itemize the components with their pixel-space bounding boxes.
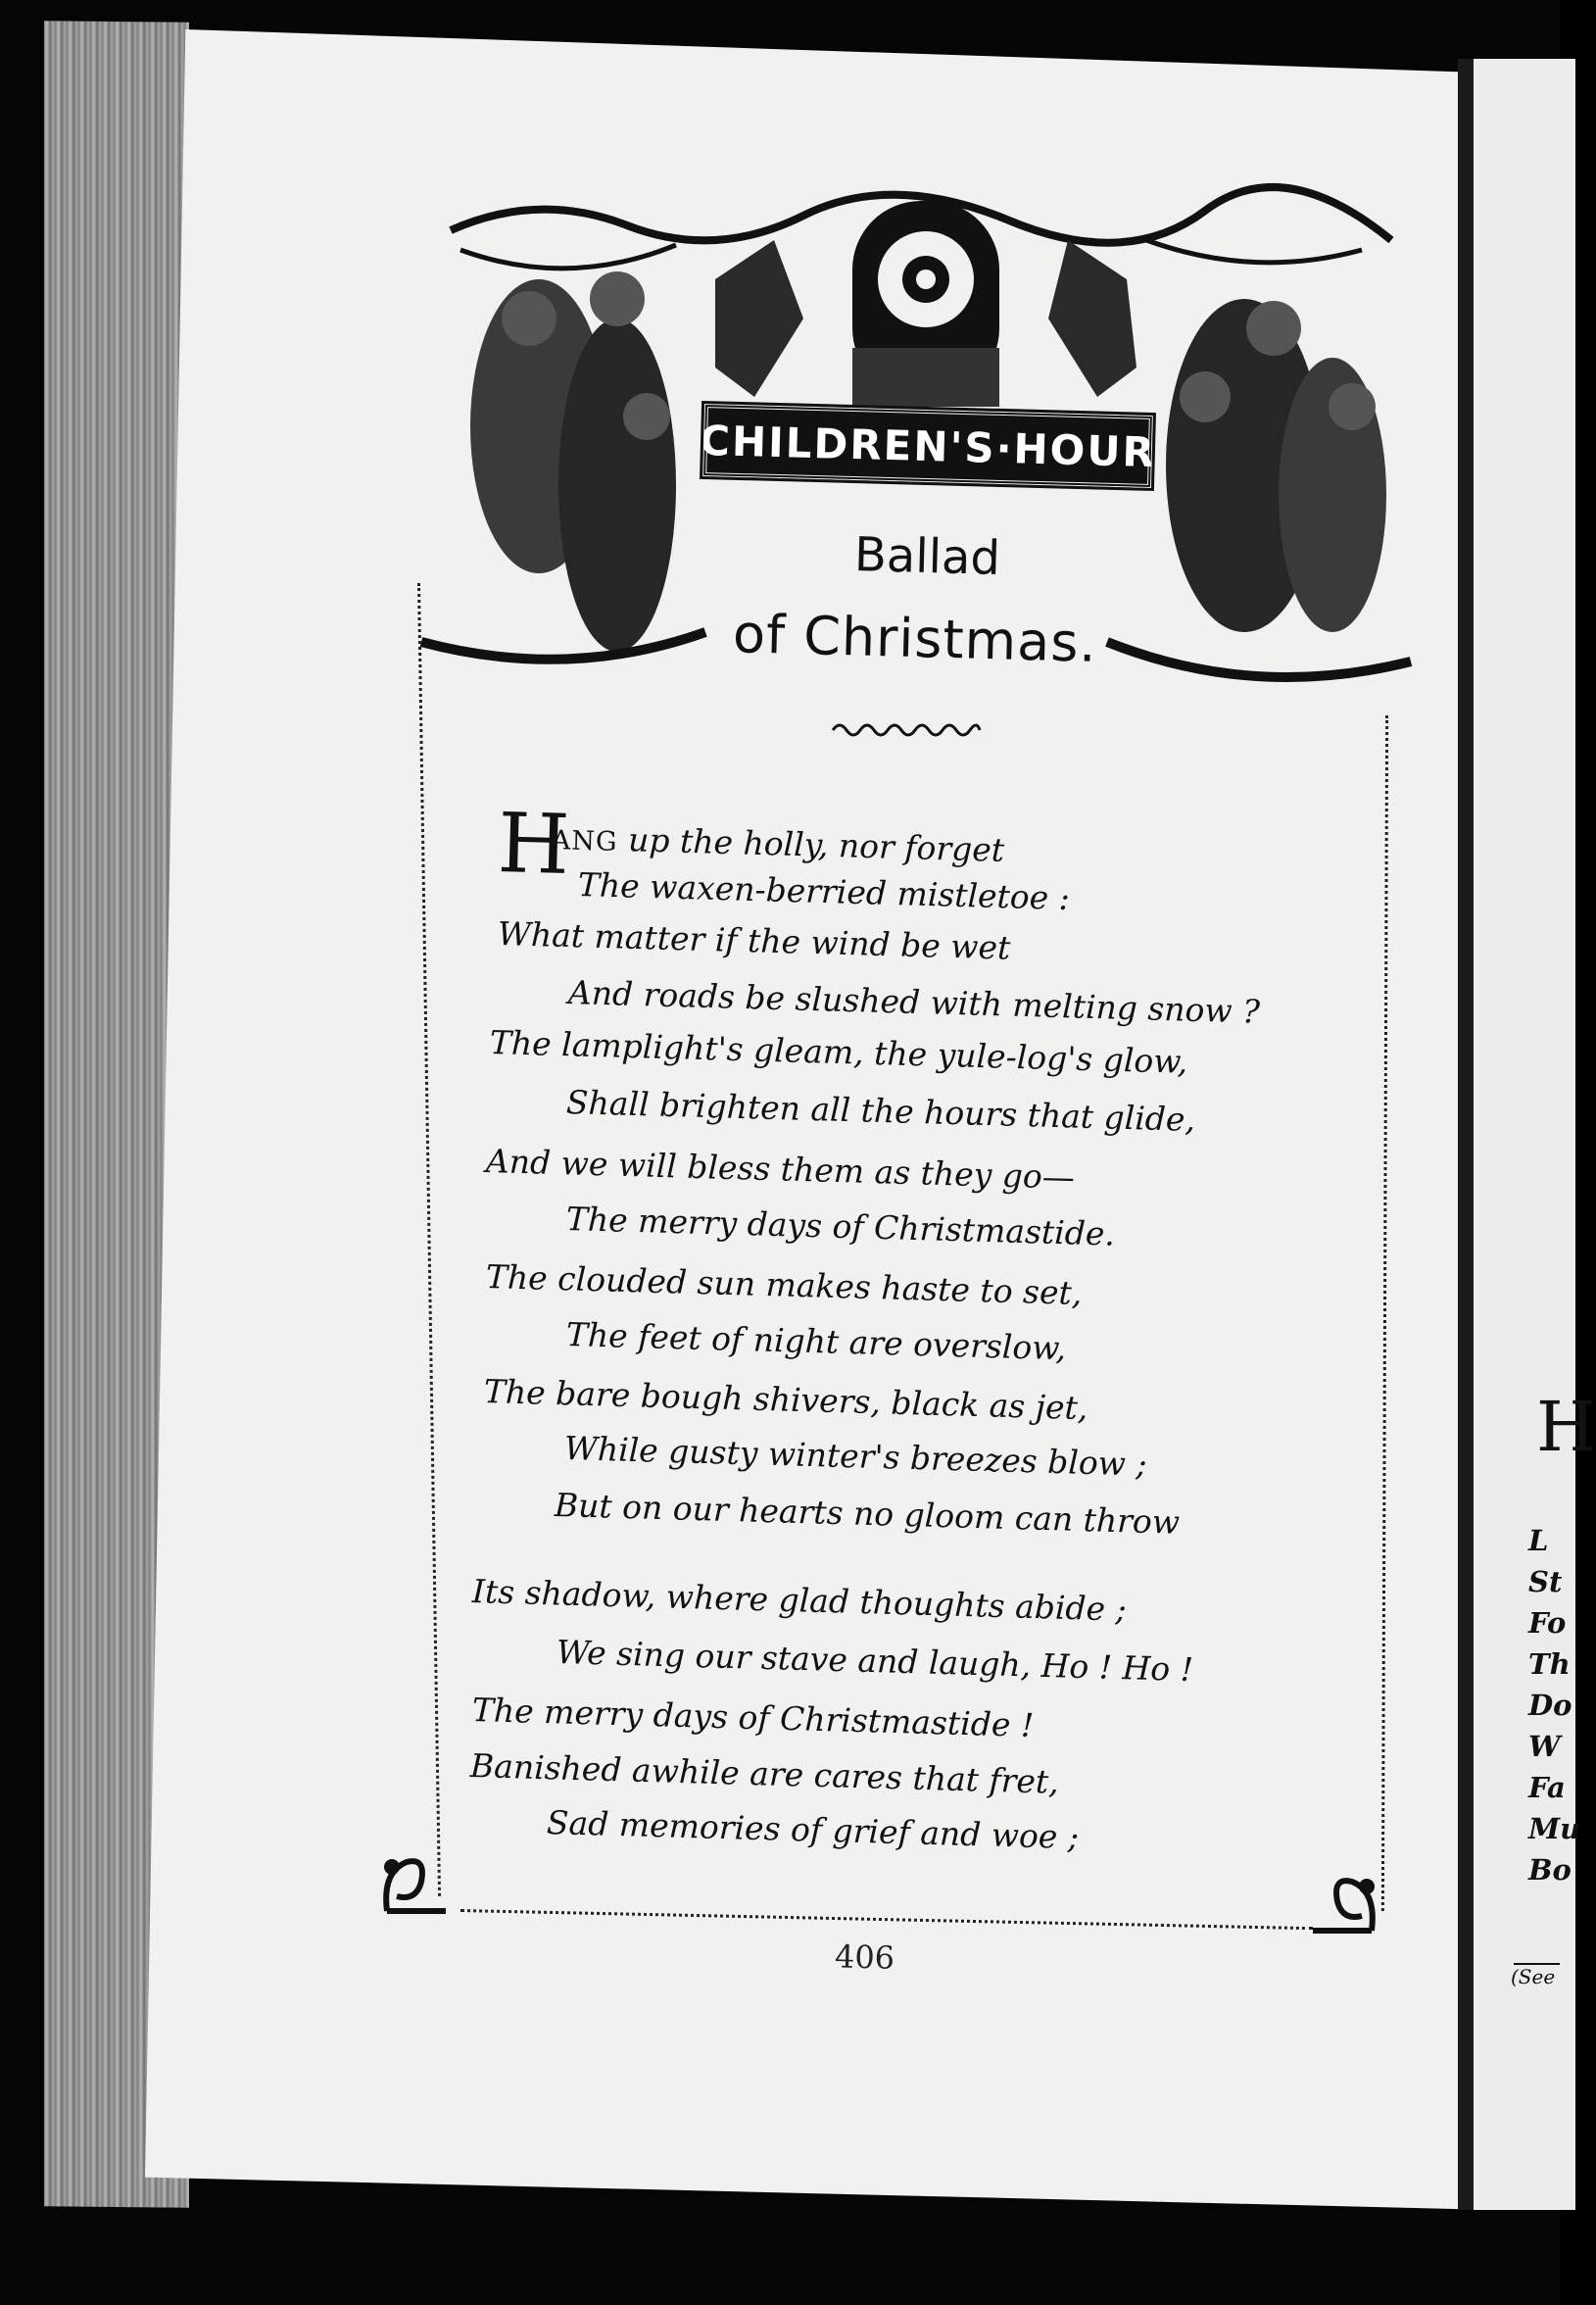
poem-line-13: But on our hearts no gloom can throw <box>554 1486 1181 1542</box>
poem-line-17: Banished awhile are cares that fret, <box>469 1746 1060 1801</box>
poem-line-5: The lamplight's gleam, the yule-log's glow, <box>489 1023 1188 1081</box>
poem-line-8: The merry days of Christmastide. <box>565 1200 1116 1253</box>
next-page-drop-cap: H <box>1536 1387 1596 1467</box>
poem-line-11: The bare bough shivers, black as jet, <box>483 1372 1088 1428</box>
poem-line-3: What matter if the wind be wet <box>497 914 1011 967</box>
poem-line-15: We sing our stave and laugh, Ho ! Ho ! <box>556 1633 1194 1690</box>
title-line-2: of Christmas. <box>732 603 1098 674</box>
next-page-fragment-5: Do <box>1528 1689 1572 1722</box>
next-page-fragment-9: Bo <box>1528 1853 1572 1887</box>
poem-line-1 <box>551 818 1004 869</box>
next-page-fragment-2: St <box>1528 1565 1563 1598</box>
title-line-1: Ballad <box>853 527 1001 586</box>
next-page-fragment-8: Mu <box>1528 1812 1581 1845</box>
next-page-fragment-3: Fo <box>1528 1606 1567 1640</box>
poem-line-7: And we will bless them as they go— <box>485 1142 1076 1197</box>
poem-line-2: The waxen-berried mistletoe : <box>577 865 1071 918</box>
next-page-fragment-7: Fa <box>1528 1771 1566 1804</box>
next-page-fragment-1: L <box>1528 1524 1549 1557</box>
poem-line-6: Shall brighten all the hours that glide, <box>565 1083 1196 1139</box>
next-page-fragment-4: Th <box>1528 1647 1571 1681</box>
poem-line-text: up the holly, nor forget <box>627 820 1005 869</box>
poem-line-16: The merry days of Christmastide ! <box>471 1691 1035 1745</box>
poem-line-9: The clouded sun makes haste to set, <box>485 1257 1083 1312</box>
poem-line-10: The feet of night are overslow, <box>565 1315 1067 1368</box>
children-hour-banner: CHILDREN'S·HOUR <box>702 404 1153 488</box>
drop-cap: H <box>496 794 571 894</box>
next-page-note: (See <box>1511 1965 1556 1988</box>
poem-line-12: While gusty winter's breezes blow ; <box>563 1429 1148 1484</box>
next-page-fragment-6: W <box>1528 1730 1561 1763</box>
poem-line-14: Its shadow, where glad thoughts abide ; <box>471 1572 1128 1629</box>
page-number: 406 <box>834 1937 895 1977</box>
poem-line-4: And roads be slushed with melting snow ? <box>567 973 1261 1031</box>
poem-line-18: Sad memories of grief and woe ; <box>546 1803 1080 1857</box>
first-line-caps: ANG <box>551 825 619 858</box>
